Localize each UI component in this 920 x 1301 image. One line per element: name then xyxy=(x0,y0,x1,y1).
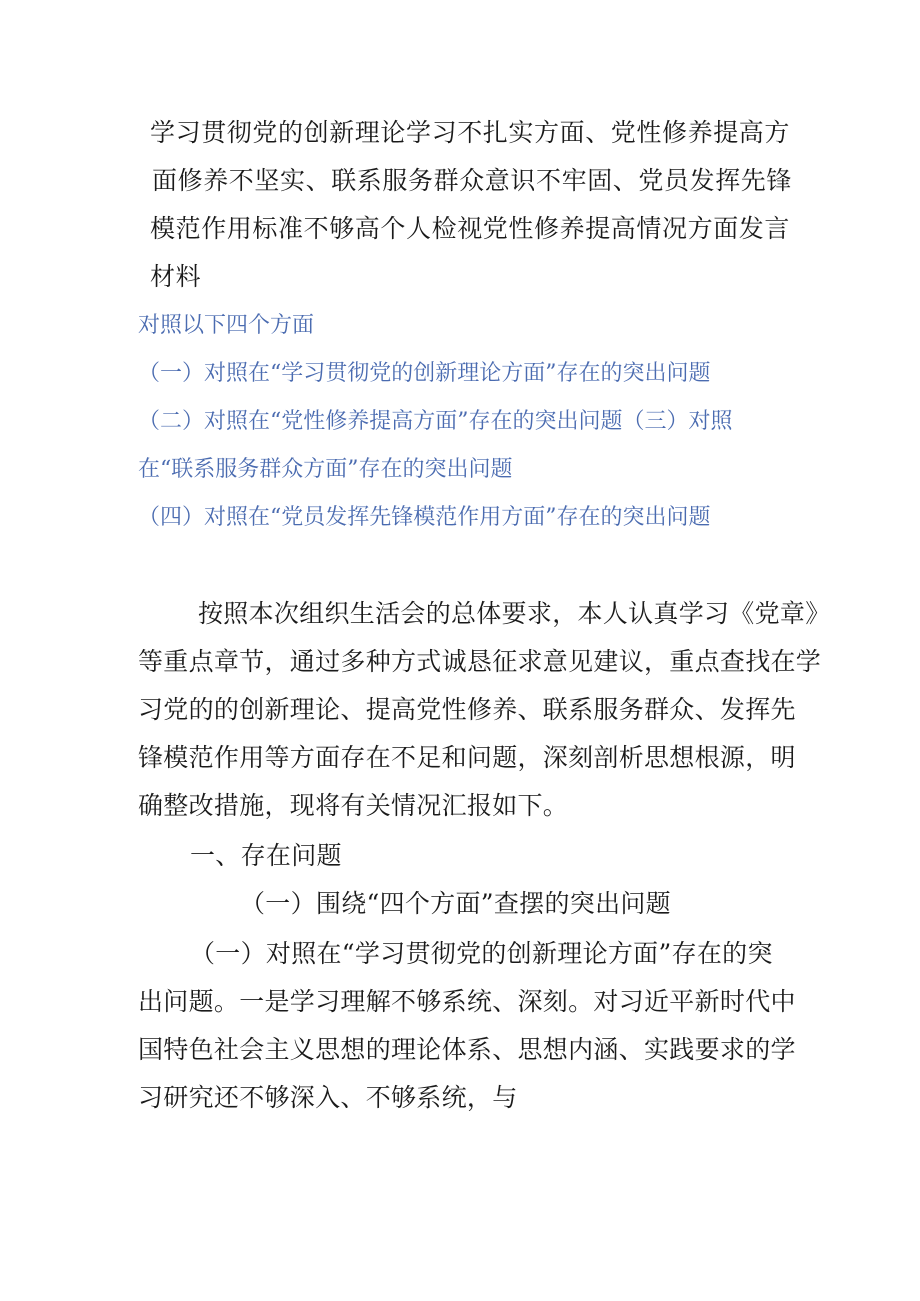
item-paragraph-line: 习研究还不够深入、不够系统，与 xyxy=(138,1083,518,1112)
toc-item: 在“联系服务群众方面”存在的突出问题 xyxy=(138,457,513,482)
title-line: 学习贯彻党的创新理论学习不扎实方面、党性修养提高方 xyxy=(150,118,791,147)
intro-paragraph-line: 锋模范作用等方面存在不足和问题，深刻剖析思想根源，明 xyxy=(138,743,796,772)
section-heading: 一、存在问题 xyxy=(190,841,342,870)
subsection-heading: （一）围绕“四个方面”查摆的突出问题 xyxy=(240,889,671,918)
toc-item: （四）对照在“党员发挥先锋模范作用方面”存在的突出问题 xyxy=(138,505,711,530)
toc-item: （二）对照在“党性修养提高方面”存在的突出问题（三）对照 xyxy=(138,409,733,434)
item-paragraph-line: （一）对照在“学习贯彻党的创新理论方面”存在的突 xyxy=(190,939,773,968)
intro-paragraph-line: 确整改措施，现将有关情况汇报如下。 xyxy=(138,791,569,820)
intro-paragraph-line: 等重点章节，通过多种方式诚恳征求意见建议，重点查找在学 xyxy=(138,647,822,676)
intro-paragraph-line: 习党的的创新理论、提高党性修养、联系服务群众、发挥先 xyxy=(138,695,796,724)
title-line: 材料 xyxy=(150,262,202,291)
toc-heading: 对照以下四个方面 xyxy=(138,313,315,338)
item-paragraph-line: 国特色社会主义思想的理论体系、思想内涵、实践要求的学 xyxy=(138,1035,796,1064)
title-line: 面修养不坚实、联系服务群众意识不牢固、党员发挥先锋 xyxy=(152,166,793,195)
intro-paragraph-line: 按照本次组织生活会的总体要求，本人认真学习《党章》 xyxy=(198,599,831,628)
item-paragraph-line: 出问题。一是学习理解不够系统、深刻。对习近平新时代中 xyxy=(138,987,796,1016)
title-line: 模范作用标准不够高个人检视党性修养提高情况方面发言 xyxy=(150,214,791,243)
toc-item: （一）对照在“学习贯彻党的创新理论方面”存在的突出问题 xyxy=(138,361,711,386)
